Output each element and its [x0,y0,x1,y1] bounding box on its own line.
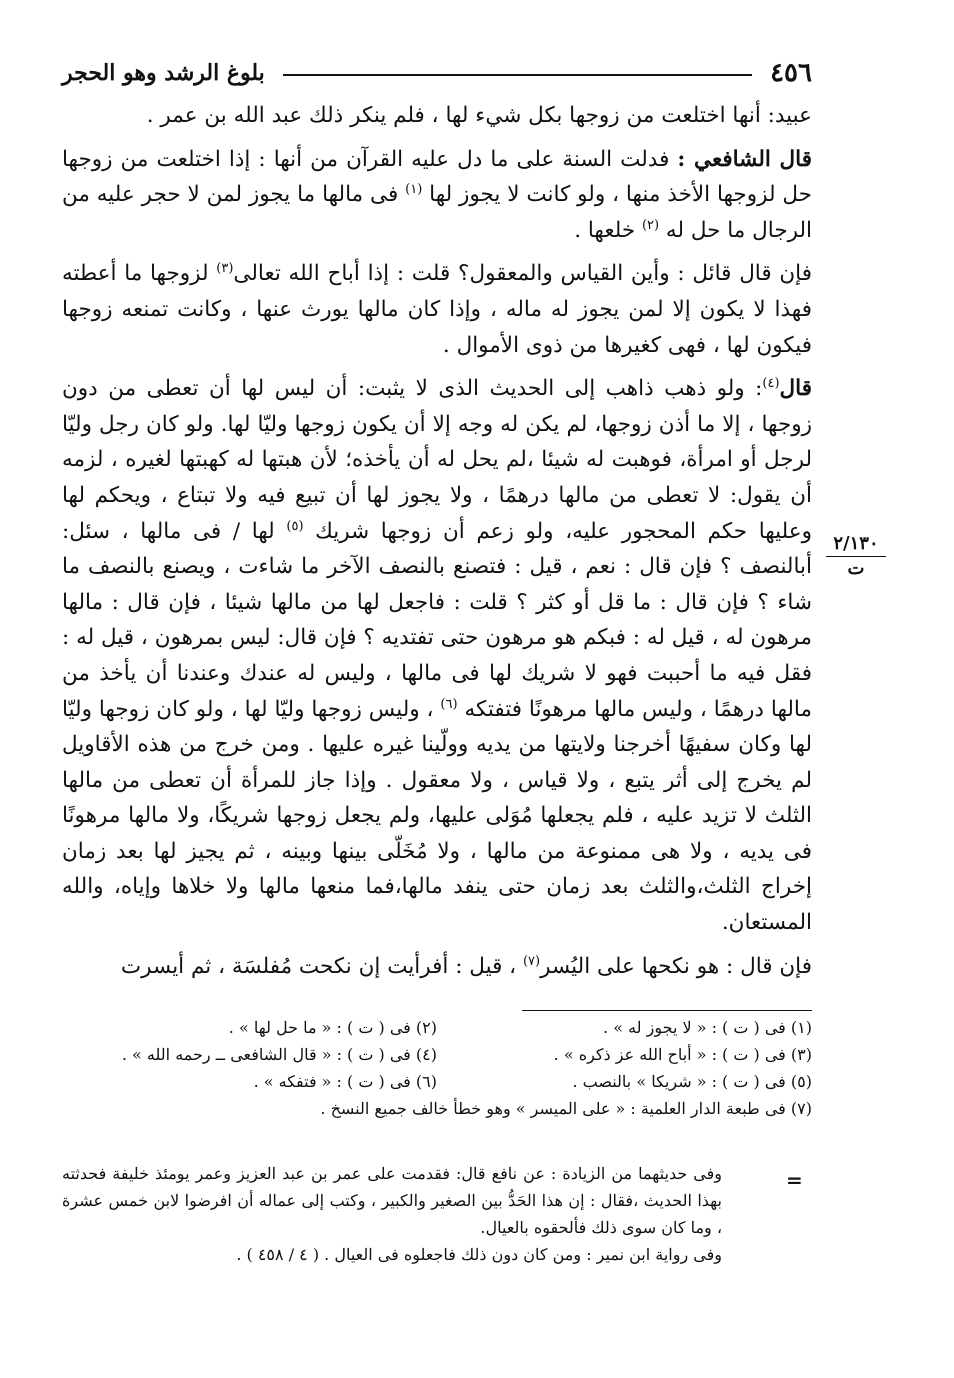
page-number: ٤٥٦ [770,58,812,88]
speaker-lead: قال الشافعي : [677,146,812,172]
paragraph-text: : ولو ذهب ذاهب إلى الحديث الذى لا يثبت: أن ليس لها أن تعطى من دون زوجها ، إلا ما أذن زوجها، لم يكن له وجه إلا أن يكون زوجها وليّا لها. ولو كان رجل وليّا لرجل أو امرأة، فوهبت له شيئا ،لم يحل له أن يأخذه؛ لأن هبتها له كهبتها لغيره ، لزمه أن يقول: لا تعطى من مالها درهمًا ، ولا يجوز لها أن تبيع فيه ولا تبتاع ، ويحكم لها وعليها حكم المحجور عليه، ولو زعم أن زوجها شريك [62,376,812,544]
main-text [62,98,812,984]
margin-reference [826,534,886,579]
footnote-ref[interactable]: (٦) [440,696,458,712]
paragraph-text: خلعها . [574,217,642,243]
footnote-6: (٦) فى ( ت ) : « فتفكه » . [253,1072,437,1091]
continuation-mark: = [786,1168,803,1192]
paragraph-text: فإن قال : هو نكحها على اليُسر [540,953,812,979]
header-rule [283,74,752,76]
paragraph-text: ، قيل : أفرأيت إن نكحت مُفلسَة ، ثم أيسرت [120,953,523,979]
speaker-lead: قال [779,376,812,402]
paragraph-4 [62,371,812,941]
paragraph-5 [62,949,812,985]
footnotes [62,1014,812,1122]
footnote-2: (٢) فى ( ت ) : « ما حل لها » . [228,1018,437,1037]
footnote-ref[interactable]: (١) [405,182,423,198]
paragraph-text: لزوجها ما أعطته فهذا لا يكون إلا لمن يجوز له ماله ، وإذا كان مالها يورث عنها ، وكانت تمنعه زوجها فيكون لها ، فهى كغيرها من ذوى الأموال . [62,261,812,358]
paragraph-1 [62,98,812,134]
footnote-5: (٥) فى ( ت ) : « شريكا » بالنصب . [572,1072,812,1091]
footnote-ref[interactable]: (٧) [522,953,541,969]
footnote-4: (٤) فى ( ت ) : « قال الشافعى ــ رحمه الله » . [121,1045,437,1064]
continued-note-citation: وفى رواية ابن نمير : ومن كان دون ذلك فاجعلوه فى العيال . ( ٤ / ٤٥٨ ) . [236,1245,722,1264]
paragraph-3 [62,256,812,363]
margin-ref-volume-page: ٢/١٣٠ [826,534,886,557]
footnote-ref[interactable]: (٣) [216,261,234,277]
continued-note [62,1160,722,1268]
paragraph-text: فى مالها ما يجوز لمن لا حجر عليه من الرجال ما حل له [62,182,812,243]
paragraph-text: فإن قال قائل : وأين القياس والمعقول؟ قلت : إذا أباح الله تعالى [233,261,812,287]
footnote-ref[interactable]: (٤) [762,376,780,391]
footnote-row [62,1014,812,1041]
paragraph-text: فدلت السنة على ما دل عليه القرآن من أنها : إذا اختلعت من زوجها حل لزوجها الأخذ منها ، ولو كانت لا يجوز لها [62,146,812,208]
footnote-3: (٣) فى ( ت ) : « أباح الله عز ذكره » . [553,1045,812,1064]
paragraph-2 [62,142,812,249]
footnote-row [62,1068,812,1095]
paragraph-text: ، وليس زوجها وليّا لها ، ولو كان زوجها وليّا لها وكان سفيهًا أخرجنا ولايتها من يديه وولّينا غيره عليها . ومن خرج من هذه الأقاويل لم يخرج إلى أثر يتبع ، ولا قياس ، ولا معقول . وإذا جاز للمرأة أن تعطى من مالها الثلث لا تزيد عليه ، فلم يجعلها مُوَلى عليها، ولم يجعل زوجها شريكًا، ولا مالها مرهونًا فى يديه ، ولا هى ممنوعة من مالها ، ولا مُخَلّى بينها وبينه ، ثم يجيز لها بعد زمان إخراج الثلث،والثلث بعد زمان حتى ينفد مالها،فما منعها مالها ولا خلاها وإياه، والله المستعان. [62,696,812,936]
footnote-7: (٧) فى طبعة الدار العلمية : « على الميسر » وهو خطأ خالف جميع النسخ . [320,1099,812,1118]
paragraph-text: عبيد: أنها اختلعت من زوجها بكل شيء لها ، فلم ينكر ذلك عبد الله بن عمر . [146,103,812,128]
margin-ref-siglum: ت [847,558,865,579]
footnote-1: (١) فى ( ت ) : « لا يجوز له » . [603,1018,812,1037]
footnote-ref[interactable]: (٢) [641,217,660,233]
page-header [62,56,812,90]
running-title: بلوغ الرشد وهو الحجر [62,60,265,86]
footnote-row [62,1041,812,1068]
footnote-separator [522,1010,812,1011]
footnote-ref[interactable]: (٥) [286,518,304,534]
paragraph-text: لها / فى مالها ، سئل: أبالنصف ؟ فإن قال : نعم ، قيل : فتصنع بالنصف الآخر ما شاءت ، ويصنع بالنصف ما شاء ؟ فإن قال : ما قل أو كثر ؟ قلت : فاجعل لها من مالها شيئا ، فإن قال : مالها مرهون له ، قيل له : فبكم هو مرهون حتى تفتديه ؟ فإن قال: ليس بمرهون ، قيل له : فقل فيه ما أحببت فهو لا شريك لها فى مالها ، وليس له عندك وعندنا أن يأخذ من مالها درهمًا ، وليس مالها مرهونًا فتفتكه [62,518,812,722]
continued-note-text: وفى حديثهما من الزيادة : عن نافع قال: فقدمت على عمر بن عبد العزيز وعمر يومئذ خليفة فحدثته بهذا الحديث ،فقال : إن هذا الحَدُّ بين الصغير والكبير ، وكتب إلى عماله أن افرضوا لابن خمس عشرة ، وما كان سوى ذلك فألحقوه بالعيال. [62,1164,722,1237]
